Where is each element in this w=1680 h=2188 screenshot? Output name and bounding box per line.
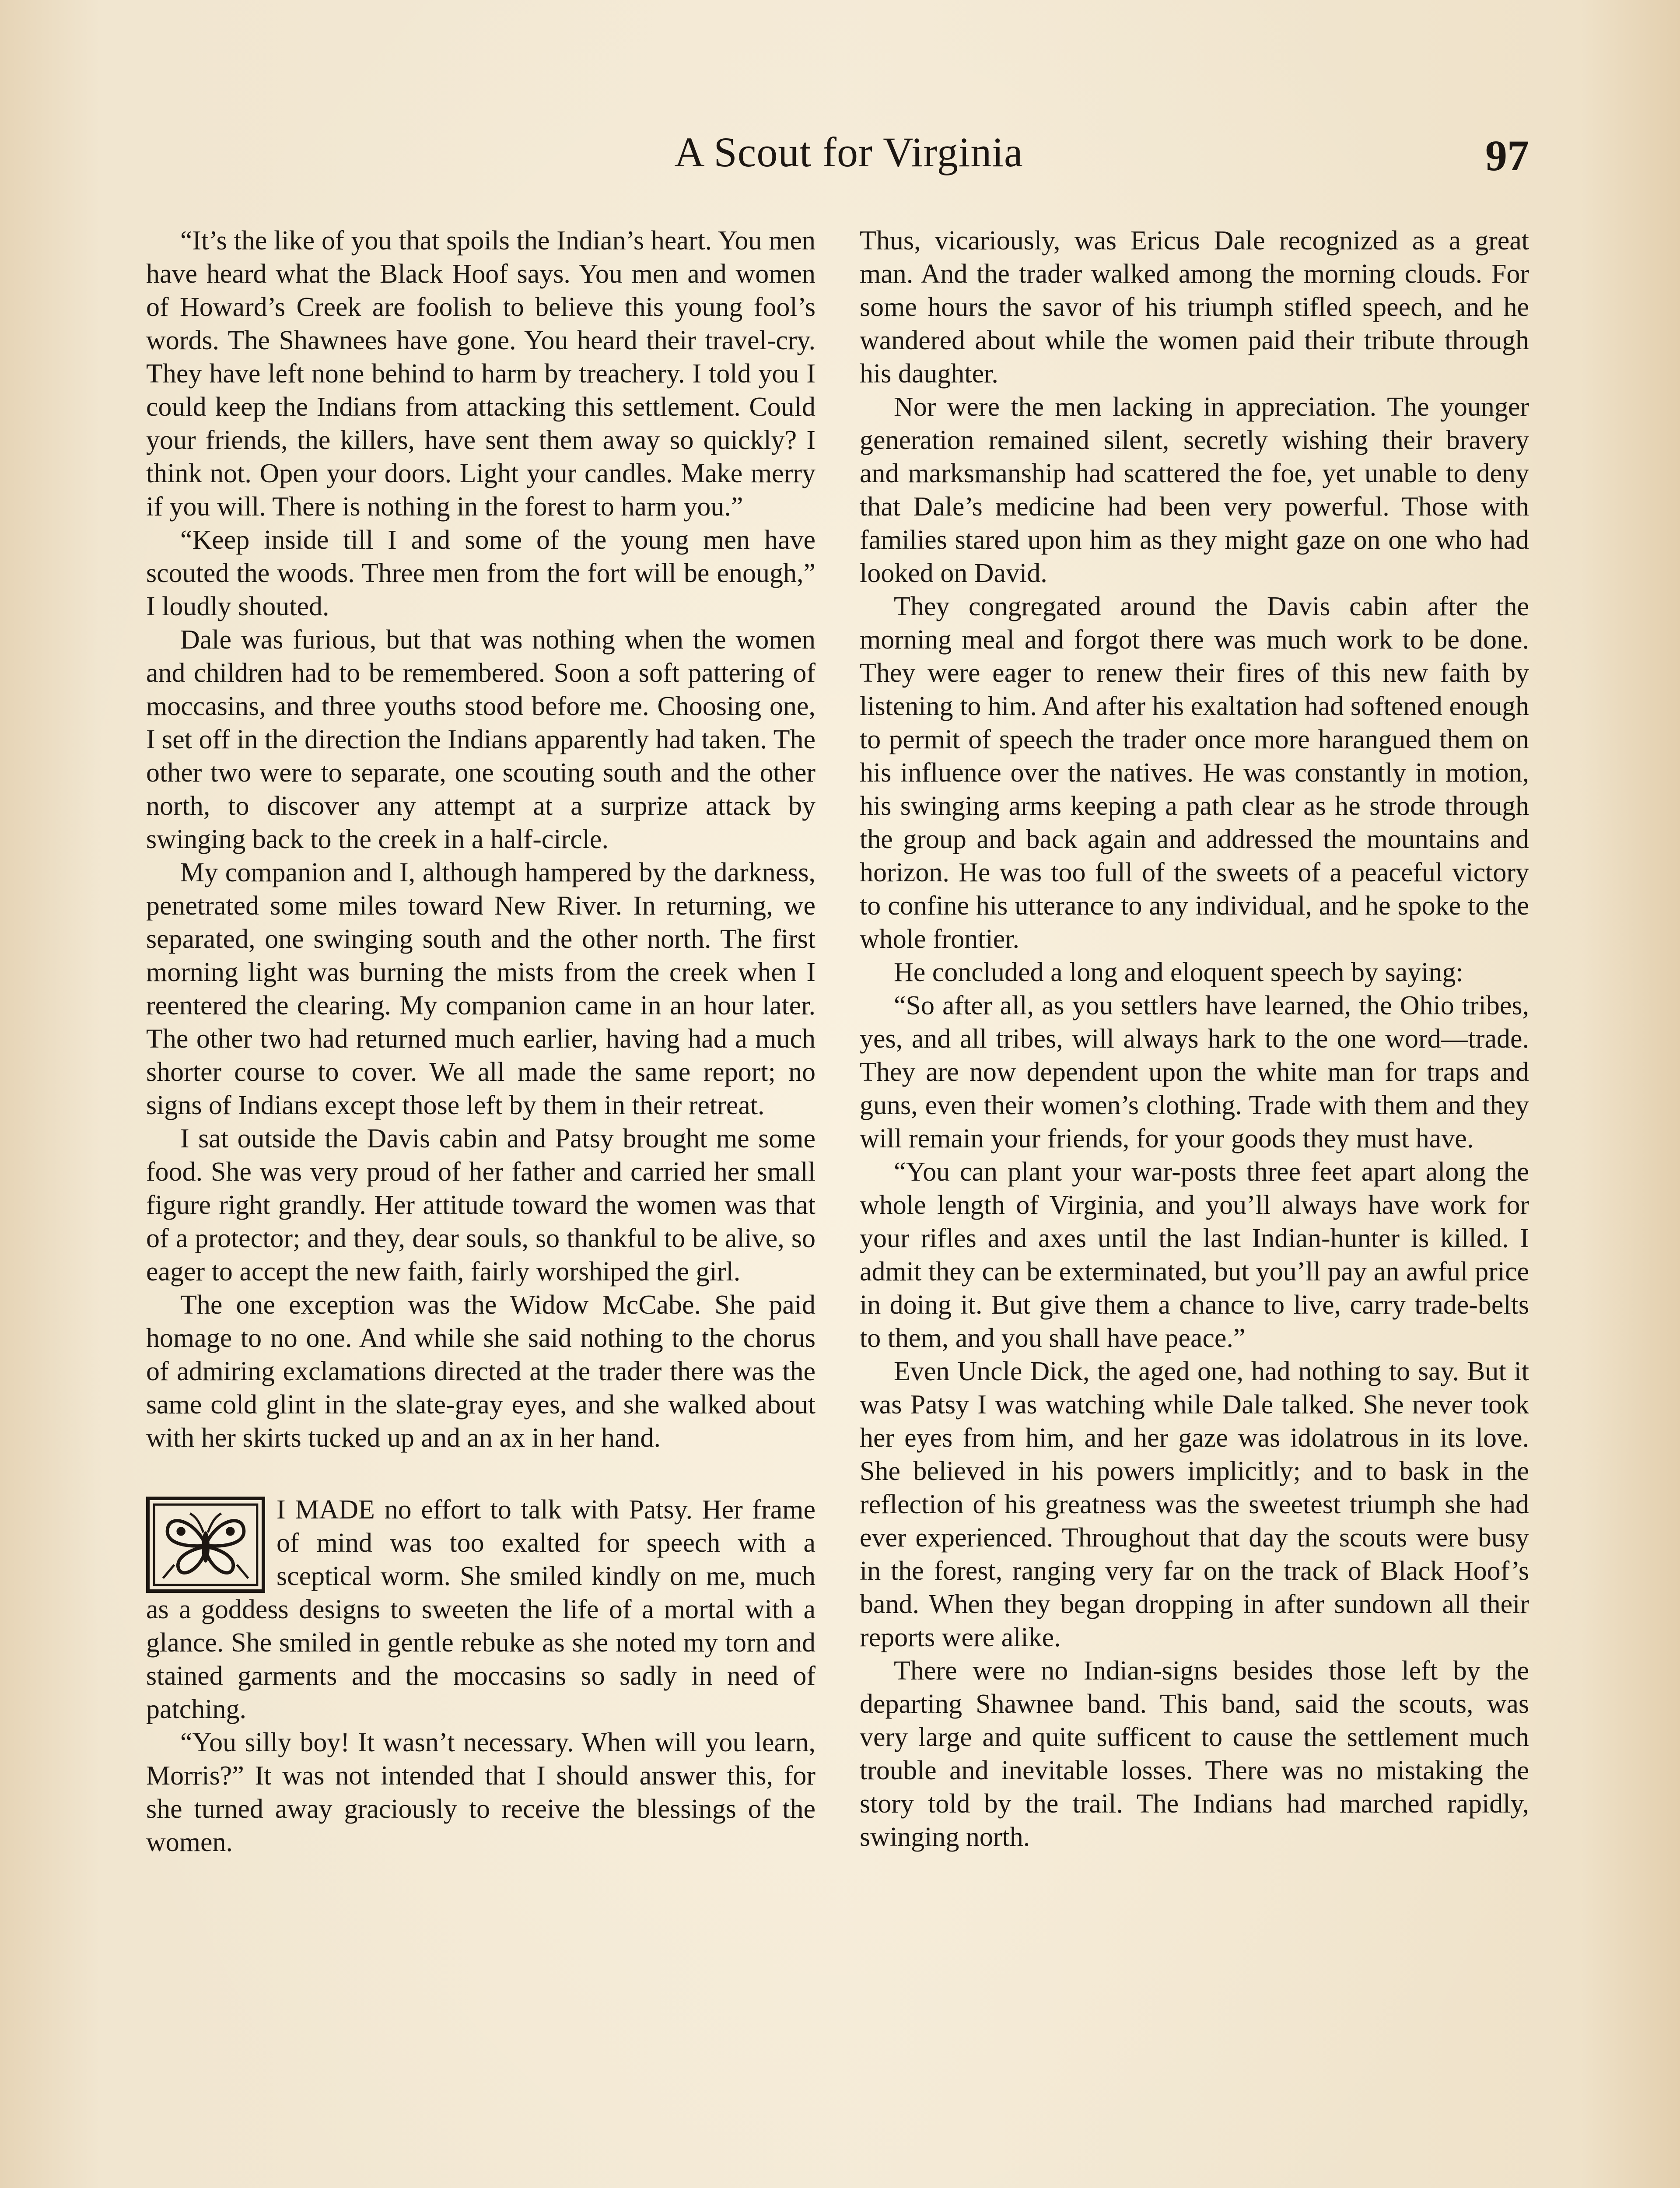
paragraph: I sat outside the Davis cabin and Patsy brought me some food. She was very proud of her father and carried her small figure right grandly. Her attitude toward the women was that of a protector; and they, dear souls, so thankful to be alive, so eager to accept the new faith, fairly worshiped the girl. bbox=[146, 1124, 816, 1287]
running-title: A Scout for Virginia bbox=[674, 129, 1023, 175]
left-column bbox=[146, 224, 816, 1859]
butterfly-ornament-icon bbox=[146, 1497, 265, 1593]
paragraph: The one exception was the Widow McCabe. She paid homage to no one. And while she said nothing to the chorus of admiring exclamations directed at the trader there was the same cold glint in the slate-gray eyes, and she walked about with her skirts tucked up and an ax in her hand. bbox=[146, 1290, 816, 1453]
paragraph: “So after all, as you settlers have learned, the Ohio tribes, yes, and all tribes, will always hark to the one word—trade. They are now dependent upon the white man for traps and guns, even their women’s clothing. Trade with them and they will remain your friends, for your goods they must have. bbox=[860, 991, 1529, 1154]
dropcap-paragraph-text: I MADE no effort to talk with Patsy. Her frame of mind was too exalted for speech with a sceptical worm. She smiled kindly on me, much as a goddess designs to sweeten the life of a mortal with a glance. She smiled in gentle rebuke as she noted my torn and stained garments and the moccasins so sadly in need of patching. bbox=[146, 1495, 816, 1724]
paragraph: They congregated around the Davis cabin after the morning meal and forgot there was much work to be done. They were eager to renew their fires of this new faith by listening to him. And after his exaltation had softened enough to permit of speech the trader once more harangued them on his influence over the natives. He was constantly in motion, his swinging arms keeping a path clear as he strode through the group and back again and addressed the mountains and horizon. He was too full of the sweets of a peaceful victory to confine his utterance to any individual, and he spoke to the whole frontier. bbox=[860, 592, 1529, 954]
paragraph: “Keep inside till I and some of the young men have scouted the woods. Three men from the fort will be enough,” I loudly shouted. bbox=[146, 525, 816, 621]
paragraph: He concluded a long and eloquent speech by saying: bbox=[894, 957, 1463, 987]
paragraph: My companion and I, although hampered by the darkness, penetrated some miles toward New River. In returning, we separated, one swinging south and the other north. The first morning light was burning the mists from the creek when I reentered the clearing. My companion came in an hour later. The other two had returned much earlier, having had a much shorter course to cover. We all made the same report; no signs of Indians except those left by them in their retreat. bbox=[146, 858, 816, 1120]
page-number: 97 bbox=[1485, 131, 1529, 180]
paragraph: Thus, vicariously, was Ericus Dale recognized as a great man. And the trader walked among the morning clouds. For some hours the savor of his triumph stifled speech, and he wandered about while the women paid their tribute through his daughter. bbox=[860, 226, 1529, 389]
paragraph: Nor were the men lacking in appreciation. The younger generation remained silent, secretly wishing their bravery and marksmanship had scattered the foe, yet unable to deny that Dale’s medicine had been very powerful. Those with families stared upon him as they might gaze on one who had looked on David. bbox=[860, 392, 1529, 588]
paragraph: “You silly boy! It wasn’t necessary. When will you learn, Morris?” It was not intended that I should answer this, for she turned away graciously to receive the blessings of the women. bbox=[146, 1728, 816, 1857]
paragraph: “You can plant your war-posts three feet apart along the whole length of Virginia, and you’ll always have work for your rifles and axes until the last Indian-hunter is killed. I admit they can be exterminated, but you’ll pay an awful price in doing it. But give them a chance to live, carry trade-belts to them, and you shall have peace.” bbox=[860, 1157, 1529, 1353]
dropcap-paragraph bbox=[146, 1493, 816, 1726]
paragraph: “It’s the like of you that spoils the Indian’s heart. You men have heard what the Black Hoof says. You men and women of Howard’s Creek are foolish to believe this young fool’s words. The Shawnees have gone. You heard their travel-cry. They have left none behind to harm by treachery. I told you I could keep the Indians from attacking this settlement. Could your friends, the killers, have sent them away so quickly? I think not. Open your doors. Light your candles. Make merry if you will. There is nothing in the forest to harm you.” bbox=[146, 226, 816, 522]
section-break bbox=[146, 1455, 816, 1493]
paragraph: There were no Indian-signs besides those left by the departing Shawnee band. This band, said the scouts, was very large and quite sufficent to cause the settlement much trouble and inevitable losses. There was no mistaking the story told by the trail. The Indians had marched rapidly, swinging north. bbox=[860, 1656, 1529, 1852]
right-column bbox=[860, 224, 1529, 1854]
paragraph: Dale was furious, but that was nothing when the women and children had to be remembered. Soon a soft pattering of moccasins, and three youths stood before me. Choosing one, I set off in the direction the Indians apparently had taken. The other two were to separate, one scouting south and the other north, to discover any attempt at a surprize attack by swinging back to the creek in a half-circle. bbox=[146, 625, 816, 854]
paragraph: Even Uncle Dick, the aged one, had nothing to say. But it was Patsy I was watching while Dale talked. She never took her eyes from him, and her gaze was idolatrous in its love. She believed in his powers implicitly; and to bask in the reflection of his greatness was the sweetest triumph she had ever experienced. Throughout that day the scouts were busy in the forest, ranging very far on the track of Black Hoof’s band. When they began dropping in after sundown all their reports were alike. bbox=[860, 1357, 1529, 1652]
